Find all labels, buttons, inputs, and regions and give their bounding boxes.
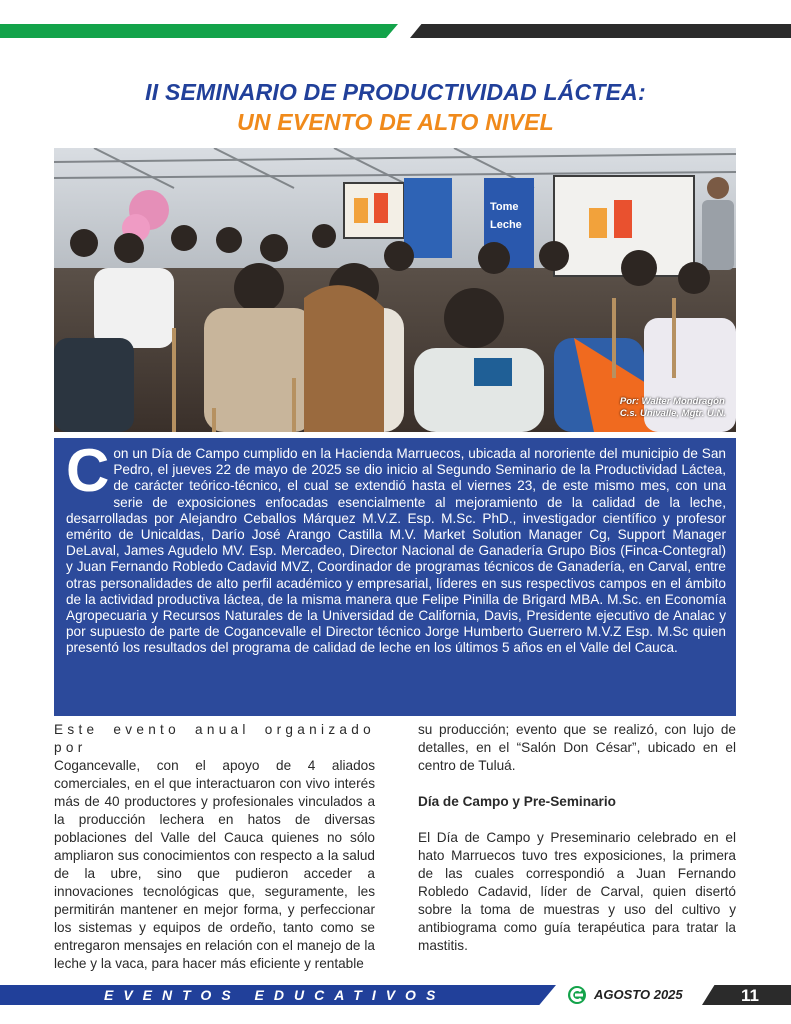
left-paragraph: Cogancevalle, con el apoyo de 4 aliados comerciales, en el que interactuaron con vivo interés más de 40 productores y profesionales vinculados a la producción lechera en hatos de diversas poblaciones del Valle del Cauca quienes no sólo ampliaron sus conocimientos con respecto a la salud de la ubre, sino que pudieron acceder a innovaciones tecnológicas que, seguramente, les permitirán mantener en mejor forma, y perfeccionar los sistemas y equipos de ordeño, tanto como se entregaron mensajes en relación con el manejo de la leche y la vaca, para hacer más eficiente y rentable — [54, 758, 375, 971]
footer-section-label: EVENTOS EDUCATIVOS — [104, 987, 446, 1003]
photo-credit-affiliation: C.s. Univalle, Mgtr. U.N. — [619, 408, 726, 419]
body-left-column — [54, 721, 375, 973]
banner-text-1: Tome — [490, 201, 519, 213]
article-subtitle: UN EVENTO DE ALTO NIVEL — [237, 109, 554, 135]
banner-text-2: Leche — [490, 219, 522, 231]
right-paragraph-2: El Día de Campo y Preseminario celebrado en el hato Marruecos tuvo tres exposiciones, la primera de las cuales correspondió a Juan Fernando Robledo Cadavid, líder de Carval, quien disertó sobre la toma de muestras y uso del cultivo y antibiograma como guía terapéutica para tratar la mastitis. — [418, 830, 736, 953]
section-subheading: Día de Campo y Pre-Seminario — [418, 794, 616, 809]
top-dark-bar — [410, 24, 791, 38]
top-green-bar — [0, 24, 398, 38]
article-title: II SEMINARIO DE PRODUCTIVIDAD LÁCTEA: — [145, 79, 646, 105]
body-right-column — [418, 721, 736, 955]
right-paragraph-1: su producción; evento que se realizó, con lujo de detalles, en el “Salón Don César”, ubicado en el centro de Tuluá. — [418, 722, 736, 773]
footer-issue-date: AGOSTO 2025 — [594, 987, 683, 1002]
left-first-line: Este evento anual organizado por — [54, 722, 375, 755]
seminar-photo-illustration — [54, 148, 736, 432]
page-number: 11 — [741, 986, 759, 1005]
photo-credit — [620, 396, 726, 420]
cogancevalle-logo-icon — [566, 985, 588, 1005]
seminar-photo — [54, 148, 736, 432]
intro-box — [54, 438, 736, 716]
intro-dropcap: C — [66, 437, 110, 504]
intro-text: on un Día de Campo cumplido en la Hacienda Marruecos, ubicada al nororiente del municipio de San Pedro, el jueves 22 de mayo de 2025 se dio inicio al Segundo Seminario de la Productividad Láctea, de carácter teórico-técnico, el cual se extendió hasta el viernes 23, de este mismo mes, con una serie de exposiciones enfocadas esencialmente al mejoramiento de la calidad de la leche, desarrolladas por Alejandro Ceballos Márquez M.V.Z. Esp. M.Sc. PhD., investigador científico y profesor emérito de Unicaldas, Darío José Arango Castilla M.V. Market Solution Manager Cg, Support Manager DeLaval, James Agudelo MV. Esp. Mercadeo, Director Nacional de Ganadería Grupo Bios (Finca-Contegral) y Juan Fernando Robledo Cadavid MVZ, Coordinador de programas técnicos de Ganadería, en Carval, entre otras personalidades de alto perfil académico y empresarial, líderes en sus respectivos campos en el ámbito de la actividad productiva láctea, de la misma manera que Felipe Pinilla de Brigard MBA. M.Sc. en Economía Agropecuaria y Recursos Naturales de la Universidad de California, Davis, Presidente ejecutivo de Analac y por supuesto de parte de Cogancevalle el Director técnico Jorge Humberto Guerrero M.V.Z Esp. M.Sc quien presentó los resultados del programa de calidad de leche en los últimos 5 años en el Valle del Cauca. — [66, 446, 726, 656]
photo-credit-author: Por: Walter Mondragón — [619, 396, 725, 407]
